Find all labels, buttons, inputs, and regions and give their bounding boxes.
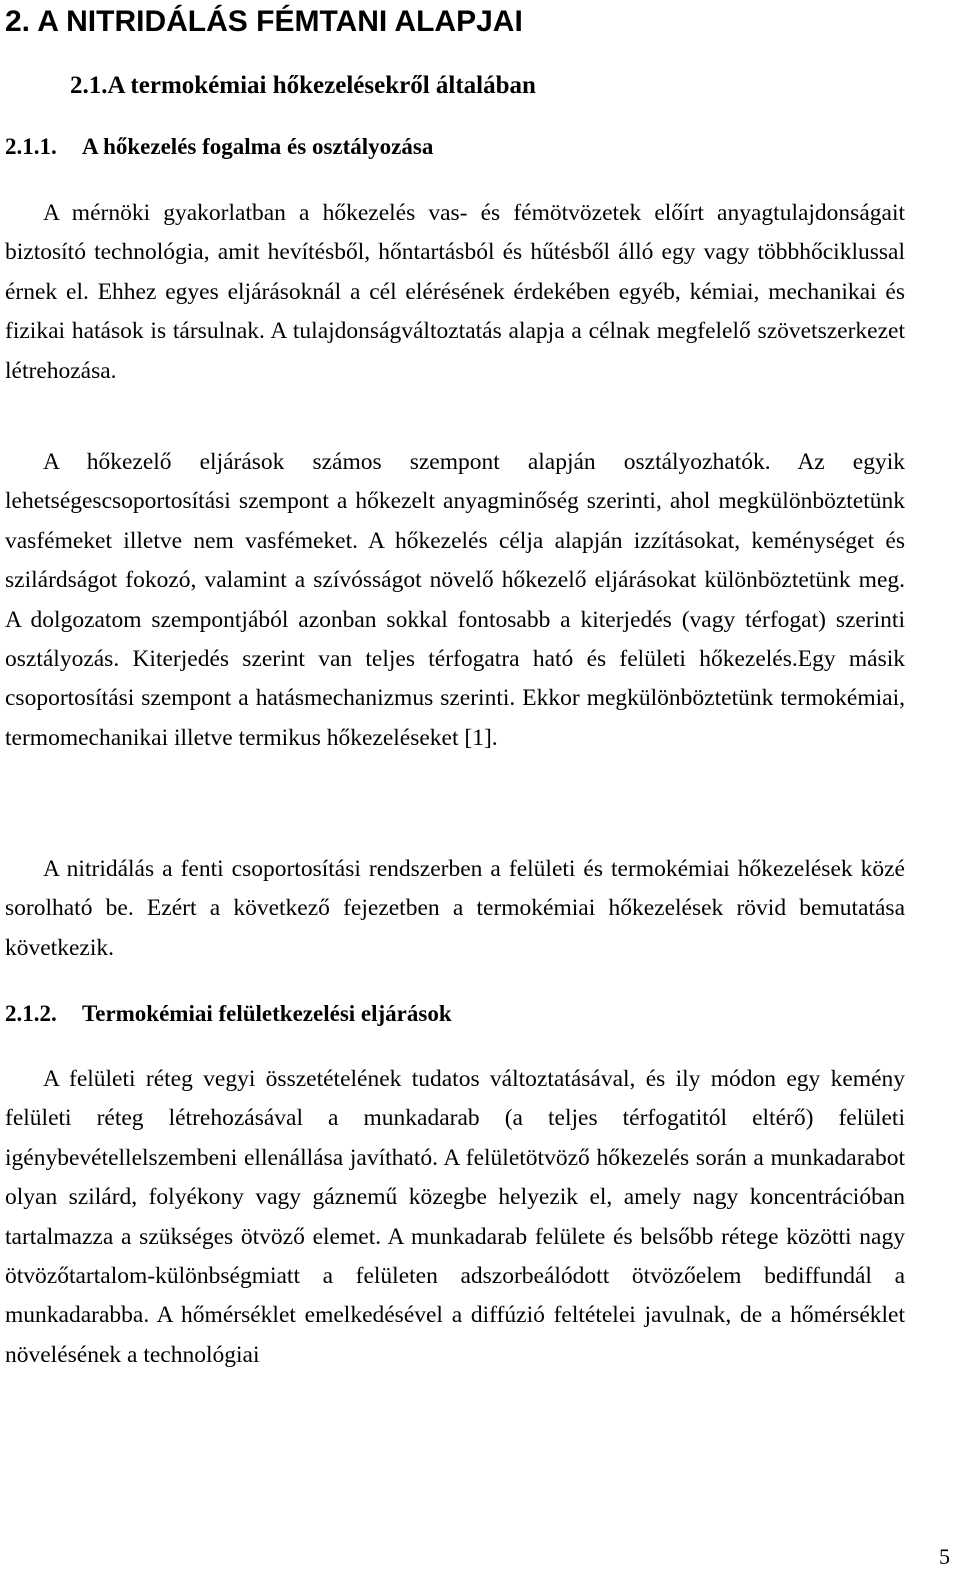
paragraph: A hőkezelő eljárások számos szempont alapján osztályozhatók. Az egyik lehetségescsoportosítási szempont a hőkezelt anyagminőség szerinti, ahol megkülönböztetünk vasfémeket illetve nem vasfémeket. A hőkezelés célja alapján izzításokat, keménységet és szilárdságot fokozó, valamint a szívósságot növelő hőkezelő eljárásokat különböztetünk meg. A dolgozatom szempontjából azonban sokkal fontosabb a kiterjedés (vagy térfogat) szerinti osztályozás. Kiterjedés szerint van teljes térfogatra ható és felületi hőkezelés.Egy másik csoportosítási szempont a hatásmechanizmus szerinti. Ekkor megkülönböztetünk termokémiai, termomechanikai illetve termikus hőkezeléseket [1].: [5, 449, 905, 751]
chapter-title: 2. A NITRIDÁLÁS FÉMTANI ALAPJAI: [5, 5, 523, 38]
subsection-number: 2.1.1.: [5, 134, 57, 159]
subsection-heading: [5, 997, 452, 1031]
section-title: 2.1.A termokémiai hőkezelésekről általában: [70, 72, 536, 99]
subsection-title: A hőkezelés fogalma és osztályozása: [82, 134, 434, 159]
page-number: 5: [939, 1544, 950, 1569]
subsection-heading: [5, 130, 433, 164]
subsection-number: 2.1.2.: [5, 1001, 57, 1026]
paragraph: A mérnöki gyakorlatban a hőkezelés vas- és fémötvözetek előírt anyagtulajdonságait biztosító technológia, amit hevítésből, hőntartásból és hűtésből álló egy vagy többhőciklussal érnek el. Ehhez egyes eljárásoknál a cél elérésének érdekében egyéb, kémiai, mechanikai és fizikai hatások is társulnak. A tulajdonságváltoztatás alapja a célnak megfelelő szövetszerkezet létrehozása.: [5, 200, 905, 384]
paragraph: A felületi réteg vegyi összetételének tudatos változtatásával, és ily módon egy kemény felületi réteg létrehozásával a munkadarab (a teljes térfogatitól eltérő) felületi igénybevétellelszembeni ellenállása javítható. A felületötvöző hőkezelés során a munkadarabot olyan szilárd, folyékony vagy gáznemű közegbe helyezik el, amely nagy koncentrációban tartalmazza a szükséges ötvöző elemet. A munkadarab felülete és belsőbb rétege közötti nagy ötvözőtartalom-különbségmiatt a felületen adszorbeálódott ötvözőelem bediffundál a munkadarabba. A hőmérséklet emelkedésével a diffúzió feltételei javulnak, de a hőmérséklet növelésének a technológiai: [5, 1066, 905, 1368]
paragraph: A nitridálás a fenti csoportosítási rendszerben a felületi és termokémiai hőkezelések közé sorolható be. Ezért a következő fejezetben a termokémiai hőkezelések rövid bemutatása következik.: [5, 856, 905, 961]
subsection-title: Termokémiai felületkezelési eljárások: [82, 1001, 452, 1026]
